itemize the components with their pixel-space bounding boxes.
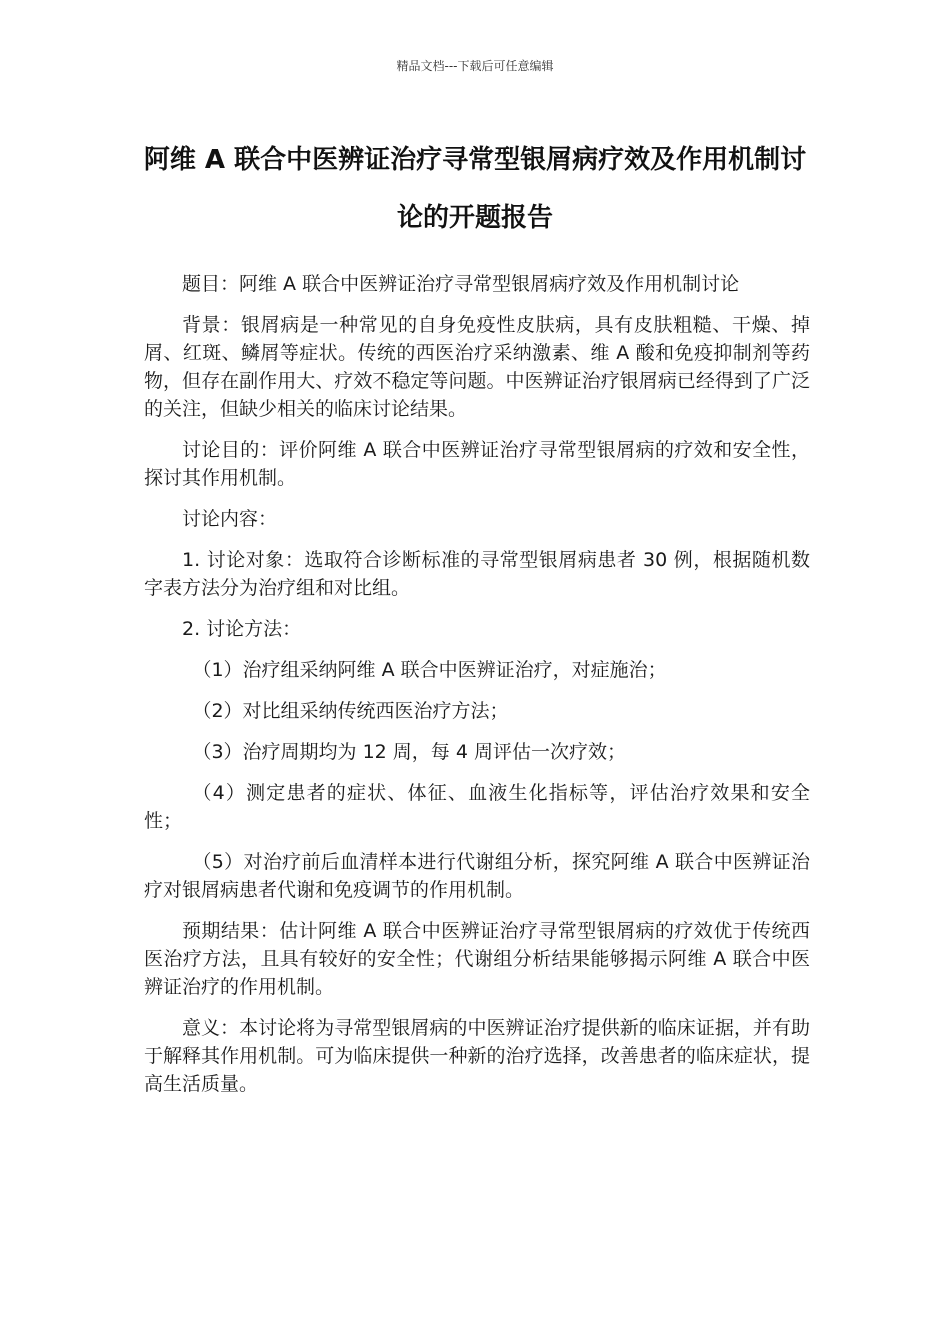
page-header-note: 精品文档---下载后可任意编辑 bbox=[396, 59, 554, 73]
method-item-2: （2）对比组采纳传统西医治疗方法； bbox=[192, 700, 509, 722]
method-item-4: （4）测定患者的症状、体征、血液生化指标等，评估治疗效果和安全性； bbox=[144, 782, 810, 832]
document-title: 阿维 A 联合中医辨证治疗寻常型银屑病疗效及作用机制讨论的开题报告 bbox=[143, 145, 807, 233]
paragraph-content-heading: 讨论内容： bbox=[182, 508, 278, 530]
paragraph-objective: 讨论目的：评价阿维 A 联合中医辨证治疗寻常型银屑病的疗效和安全性，探讨其作用机制。 bbox=[144, 439, 810, 489]
paragraph-background: 背景：银屑病是一种常见的自身免疫性皮肤病，具有皮肤粗糙、干燥、掉屑、红斑、鳞屑等症状。传统的西医治疗采纳激素、维 A 酸和免疫抑制剂等药物，但存在副作用大、疗效不稳定等问题。中医辨证治疗银屑病已经得到了广泛的关注，但缺少相关的临床讨论结果。 bbox=[144, 314, 810, 420]
paragraph-expected-results: 预期结果：估计阿维 A 联合中医辨证治疗寻常型银屑病的疗效优于传统西医治疗方法，且具有较好的安全性；代谢组分析结果能够揭示阿维 A 联合中医辨证治疗的作用机制。 bbox=[144, 920, 810, 998]
document-body bbox=[144, 270, 810, 1111]
method-item-3: （3）治疗周期均为 12 周，每 4 周评估一次疗效； bbox=[192, 741, 626, 763]
paragraph-topic: 题目：阿维 A 联合中医辨证治疗寻常型银屑病疗效及作用机制讨论 bbox=[182, 273, 740, 295]
method-item-1: （1）治疗组采纳阿维 A 联合中医辨证治疗，对症施治； bbox=[192, 659, 667, 681]
paragraph-methods-heading: 2. 讨论方法： bbox=[182, 618, 302, 640]
paragraph-subjects: 1. 讨论对象：选取符合诊断标准的寻常型银屑病患者 30 例，根据随机数字表方法分为治疗组和对比组。 bbox=[144, 549, 810, 599]
paragraph-significance: 意义：本讨论将为寻常型银屑病的中医辨证治疗提供新的临床证据，并有助于解释其作用机制。可为临床提供一种新的治疗选择，改善患者的临床症状，提高生活质量。 bbox=[144, 1017, 810, 1095]
method-item-5: （5）对治疗前后血清样本进行代谢组分析，探究阿维 A 联合中医辨证治疗对银屑病患者代谢和免疫调节的作用机制。 bbox=[144, 851, 810, 901]
